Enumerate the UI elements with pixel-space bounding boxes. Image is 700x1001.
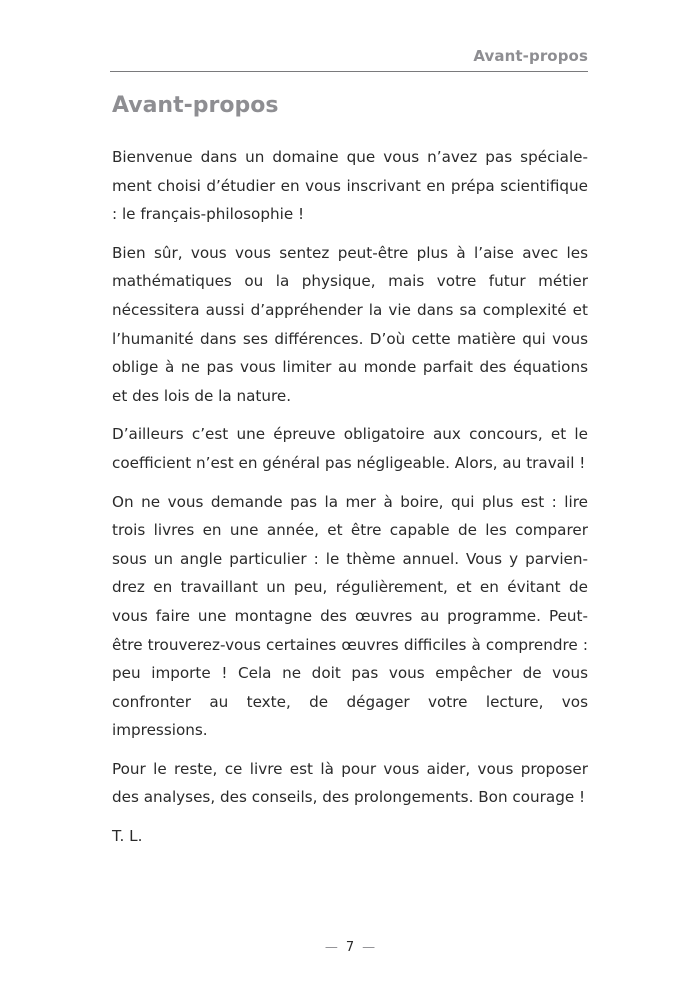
folio-dash-left: —: [324, 940, 338, 955]
paragraph: Pour le reste, ce livre est là pour vous aider, vous proposer des analyses, des conseils, des prolongements. Bon courage !: [112, 759, 588, 807]
page-number-footer: [0, 940, 700, 955]
running-header: [110, 44, 588, 72]
body-text: [112, 143, 588, 861]
paragraph: Bien sûr, vous vous sentez peut-être plus à l’aise avec les mathématiques ou la physique, mais votre futur métier nécessitera aussi d’appréhender la vie dans sa complexité et l’humanité dans ses différences. D’où cette matière qui vous oblige à ne pas vous limiter au monde parfait des équations et des lois de la nature.: [112, 243, 588, 405]
running-header-title: Avant-propos: [473, 47, 588, 65]
paragraph: Bienvenue dans un domaine que vous n’avez pas spécialement choisi d’étudier en vous inscrivant en prépa scientifique : le français-philosophie !: [112, 148, 588, 224]
paragraph: On ne vous demande pas la mer à boire, qui plus est : lire trois livres en une année, et être capable de les comparer sous un angle particulier : le thème annuel. Vous y parviendrez en travaillant un peu, régulièrement, et en évitant de vous faire une montagne des œuvres au programme. Peut-être trouverez-vous certaines œuvres difficiles à comprendre : peu importe ! Cela ne doit pas vous empêcher de vous confronter au texte, de dégager votre lecture, vos impressions.: [112, 492, 588, 740]
folio-dash-right: —: [362, 940, 376, 955]
paragraph: D’ailleurs c’est une épreuve obligatoire aux concours, et le coefficient n’est en général pas négligeable. Alors, au travail !: [112, 425, 588, 472]
chapter-title: Avant-propos: [112, 93, 279, 118]
page-number: 7: [345, 940, 355, 955]
author-signature: T. L.: [112, 827, 143, 846]
